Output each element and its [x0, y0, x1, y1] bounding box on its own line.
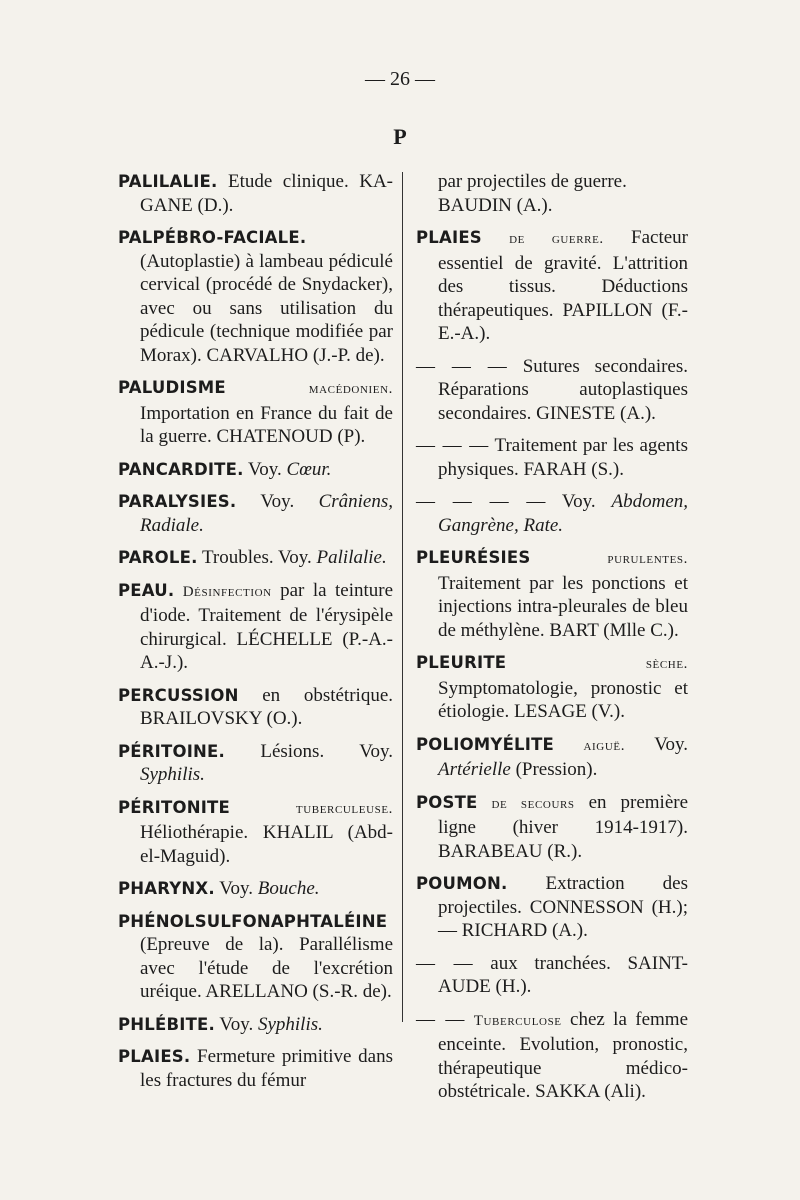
entry-text: chez la femme enceinte. Evolution, pronostic, thérapeutique médico-obstétricale. SAKKA (Ali).	[438, 1008, 689, 1102]
entry-text: en obstétrique. BRAILOVSKY (O.).	[140, 684, 393, 729]
entry-text: (Autoplastie) à lambeau pédiculé cervical (procédé de Snydacker), avec ou sans utilisation du pédicule (technique modifiée par Morax). CARVALHO (J.-P. de).	[140, 250, 393, 366]
entry-qualifier: de secours	[491, 795, 575, 812]
index-entry	[416, 226, 688, 346]
entry-headword: PÉRITOINE.	[118, 741, 225, 761]
index-entry	[416, 355, 688, 426]
entry-crossref: Palilalie.	[316, 547, 387, 568]
entry-repeat-dash: — —	[416, 952, 474, 974]
entry-text: Traitement par les ponctions et injections intra-pleurales de bleu de méthylène. BART (Mlle C.).	[438, 572, 688, 641]
index-entry	[416, 434, 688, 481]
entry-qualifier: sèche.	[645, 656, 688, 672]
index-entry	[118, 684, 393, 731]
entry-text: Fermeture primitive dans les fractures du fémur	[140, 1046, 394, 1091]
entry-text-tail: (Pression).	[515, 759, 598, 780]
entry-repeat-dash: — — —	[416, 355, 508, 377]
entry-text: par projectiles de guerre. BAUDIN (A.).	[438, 171, 627, 216]
right-column	[416, 170, 688, 1113]
entry-text: Voy.	[248, 458, 282, 480]
entry-headword: PALUDISME	[118, 378, 226, 397]
entry-text: Voy.	[219, 878, 254, 899]
section-letter: P	[393, 124, 407, 149]
entry-qualifier: purulentes.	[607, 551, 688, 567]
entry-crossref: Abdomen, Gangrène, Rate.	[438, 491, 689, 536]
entry-headword: POLIOMYÉLITE	[416, 734, 555, 754]
entry-headword: PHARYNX.	[118, 879, 215, 898]
entry-crossref: Bouche.	[257, 878, 320, 899]
entry-text: en première ligne (hiver 1914-1917). BARABEAU (R.).	[438, 791, 689, 862]
entry-headword: PANCARDITE.	[118, 459, 244, 479]
entry-crossref: Cœur.	[286, 458, 332, 480]
entry-headword: POUMON.	[416, 874, 508, 893]
index-entry	[118, 910, 393, 1004]
entry-repeat-dash: — — —	[416, 435, 490, 456]
index-entry	[118, 579, 393, 675]
index-entry	[118, 796, 393, 869]
entry-headword: PÉRITONITE	[118, 797, 230, 817]
index-entry	[416, 733, 688, 782]
index-entry	[416, 872, 688, 943]
entry-text: Sutures secondaires. Réparations autoplastiques secondaires. GINESTE (A.).	[438, 355, 688, 424]
entry-crossref: Crâniens, Radiale.	[140, 491, 393, 536]
entry-text: Extraction des projectiles. CONNESSON (H.); — RICHARD (A.).	[438, 873, 689, 941]
entry-headword: PALILALIE.	[118, 172, 218, 191]
entry-text: Voy.	[260, 491, 295, 512]
entry-headword: PERCUSSION	[118, 685, 239, 705]
entry-text: Voy.	[561, 491, 596, 512]
index-entry	[416, 651, 688, 724]
index-entry	[118, 1045, 393, 1092]
index-entry	[118, 490, 393, 537]
entry-crossref: Syphilis.	[257, 1013, 323, 1035]
page-number: — 26 —	[365, 68, 435, 90]
entry-crossref: Syphilis.	[140, 764, 205, 785]
column-divider	[402, 172, 403, 1022]
entry-headword: PHLÉBITE.	[118, 1014, 215, 1034]
entry-headword: PHÉNOLSULFONAPHTALÉINE	[118, 911, 388, 931]
index-entry	[118, 226, 393, 367]
index-entry	[118, 458, 393, 482]
index-entry	[416, 490, 688, 537]
entry-repeat-dash: — — — —	[416, 491, 547, 512]
entry-headword: PLAIES.	[118, 1047, 191, 1066]
entry-headword: POSTE	[416, 792, 478, 812]
entry-text: Importation en France du fait de la guerre. CHATENOUD (P).	[140, 402, 393, 447]
entry-crossref: Artérielle	[438, 759, 511, 780]
entry-text: Troubles. Voy.	[201, 547, 312, 568]
index-entry	[416, 1008, 688, 1104]
entry-text: Voy.	[219, 1013, 254, 1035]
index-entry	[118, 546, 393, 570]
entry-headword: PAROLE.	[118, 548, 198, 567]
entry-qualifier: aiguë.	[583, 737, 626, 754]
entry-headword: PLEURÉSIES	[416, 548, 531, 567]
entry-headword: PARALYSIES.	[118, 492, 237, 511]
index-entry	[118, 1013, 393, 1037]
entry-headword: PEAU.	[118, 580, 175, 600]
entry-text: par la teinture d'iode. Traitement de l'érysipèle chirurgical. LÉCHELLE (P.-A.-A.-J.).	[140, 579, 394, 673]
left-column	[118, 170, 393, 1101]
entry-qualifier: Désinfection	[182, 583, 272, 600]
index-entry	[416, 546, 688, 642]
index-entry	[416, 952, 688, 999]
entry-qualifier: Tuberculose	[473, 1012, 562, 1029]
entry-headword: PLEURITE	[416, 653, 507, 672]
entry-qualifier: tuberculeuse.	[295, 800, 393, 817]
entry-headword: PLAIES	[416, 228, 482, 247]
entry-text: Voy.	[654, 733, 688, 755]
entry-text: Héliothérapie. KHALIL (Abd-el-Maguid).	[140, 822, 393, 867]
index-entry	[118, 170, 393, 217]
index-entry	[416, 791, 688, 864]
entry-qualifier: de guerre.	[509, 231, 604, 247]
entry-text: Lésions. Voy.	[260, 740, 393, 762]
entry-text: aux tranchées. SAINT-AUDE (H.).	[438, 952, 688, 997]
index-entry	[118, 376, 393, 449]
entry-text: Symptomatologie, pronostic et étiologie. LESAGE (V.).	[438, 677, 688, 722]
entry-text: Traitement par les agents physiques. FARAH (S.).	[438, 435, 688, 480]
entry-headword: PALPÉBRO-FACIALE.	[118, 228, 307, 247]
entry-text: (Epreuve de la). Parallélisme avec l'étude de l'excrétion uréique. ARELLANO (S.-R. de).	[140, 934, 393, 1002]
index-entry	[118, 740, 393, 787]
entry-continuation	[416, 170, 688, 217]
entry-repeat-dash: — —	[416, 1008, 466, 1030]
entry-text: Etude clinique. KA-GANE (D.).	[140, 171, 394, 216]
entry-qualifier: macédonien.	[308, 381, 393, 397]
index-entry	[118, 877, 393, 901]
entry-text: Facteur essentiel de gravité. L'attrition des tissus. Déductions thérapeutiques. PAPILLON (F.-E.-A.).	[438, 227, 689, 344]
